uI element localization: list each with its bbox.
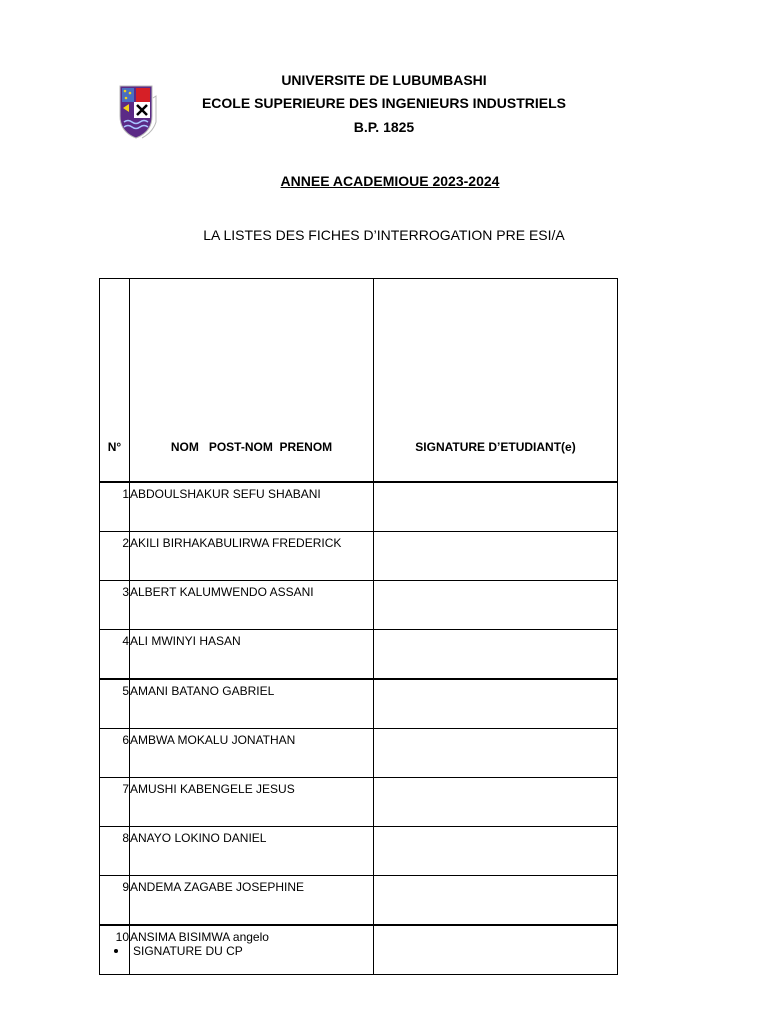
table-row (100, 679, 618, 729)
table-row (100, 581, 618, 630)
row-name: ANSIMA BISIMWA angelo (130, 925, 374, 975)
academic-year-title: ANNEE ACADEMIOUE 2023-2024 (280, 173, 500, 189)
row-name: AMUSHI KABENGELE JESUS (130, 778, 374, 827)
signature-cell[interactable] (374, 679, 618, 729)
row-name: ALI MWINYI HASAN (130, 630, 374, 680)
row-number: 8 (100, 827, 130, 876)
table-row (100, 532, 618, 581)
table-row (100, 876, 618, 926)
footer-signature-label: SIGNATURE DU CP (133, 944, 243, 958)
row-name: ALBERT KALUMWENDO ASSANI (130, 581, 374, 630)
signature-cell[interactable] (374, 876, 618, 926)
row-name: AMBWA MOKALU JONATHAN (130, 729, 374, 778)
column-header-number: N° (100, 279, 130, 483)
row-name: ANAYO LOKINO DANIEL (130, 827, 374, 876)
row-name: ANDEMA ZAGABE JOSEPHINE (130, 876, 374, 926)
postal-box: B.P. 1825 (353, 119, 415, 135)
signature-cell[interactable] (374, 925, 618, 975)
row-number: 5 (100, 679, 130, 729)
table-row (100, 630, 618, 680)
school-name: ECOLE SUPERIEURE DES INGENIEURS INDUSTRIELS (201, 95, 567, 111)
university-name: UNIVERSITE DE LUBUMBASHI (281, 72, 487, 88)
row-name: ABDOULSHAKUR SEFU SHABANI (130, 482, 374, 532)
signature-cell[interactable] (374, 482, 618, 532)
signature-cell[interactable] (374, 581, 618, 630)
table-header-row (100, 279, 618, 483)
row-number: 7 (100, 778, 130, 827)
row-number: 9 (100, 876, 130, 926)
table-row (100, 482, 618, 532)
row-name: AMANI BATANO GABRIEL (130, 679, 374, 729)
row-number: 1 (100, 482, 130, 532)
table-row (100, 778, 618, 827)
table-row (100, 827, 618, 876)
table-row (100, 729, 618, 778)
row-number: 3 (100, 581, 130, 630)
signature-cell[interactable] (374, 778, 618, 827)
column-header-name: NOM POST-NOM PRENOM (130, 279, 374, 483)
row-name: AKILI BIRHAKABULIRWA FREDERICK (130, 532, 374, 581)
signature-cell[interactable] (374, 729, 618, 778)
footer-bullet-item (114, 944, 243, 958)
signature-cell[interactable] (374, 630, 618, 680)
row-number: 6 (100, 729, 130, 778)
signature-cell[interactable] (374, 827, 618, 876)
document-subtitle: LA LISTES DES FICHES D’INTERROGATION PRE ESI/A (203, 227, 565, 243)
student-list-table (99, 278, 618, 975)
column-header-signature: SIGNATURE D’ETUDIANT(e) (374, 279, 618, 483)
row-number: 4 (100, 630, 130, 680)
row-number: 10 (100, 925, 130, 975)
row-number: 2 (100, 532, 130, 581)
bullet-icon (114, 949, 118, 953)
signature-cell[interactable] (374, 532, 618, 581)
